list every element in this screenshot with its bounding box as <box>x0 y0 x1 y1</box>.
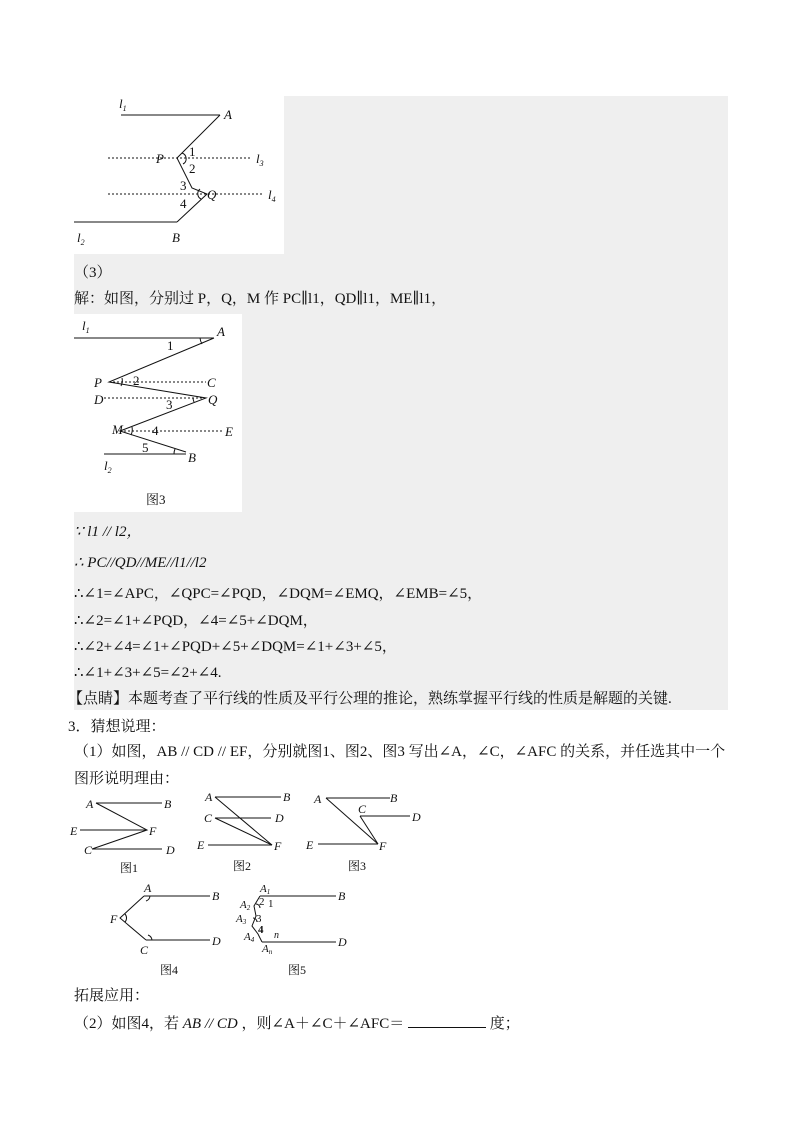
label-E: E <box>306 838 314 852</box>
extension-title: 拓展应用： <box>74 988 150 1004</box>
question-3-part2 <box>74 1013 520 1034</box>
step-6: ∴∠1+∠3+∠5=∠2+∠4. <box>74 665 222 681</box>
label-angle-1: 1 <box>189 144 196 159</box>
label-B: B <box>338 889 346 903</box>
label-D: D <box>275 811 284 825</box>
label-F: F <box>110 912 118 926</box>
label-l3: $l_3$ <box>256 151 264 168</box>
step-2: ∴ PC//QD//ME//l1//l2 <box>74 555 207 571</box>
label-B: B <box>390 791 398 805</box>
label-M: M <box>112 422 123 437</box>
label-A: A <box>224 107 232 122</box>
label-angle-1: 1 <box>167 338 174 353</box>
label-C: C <box>204 811 213 825</box>
label-angle-2: 2 <box>189 161 196 176</box>
label-l2: $l_2$ <box>77 230 85 247</box>
step-5: ∴∠2+∠4=∠1+∠PQD+∠5+∠DQM=∠1+∠3+∠5， <box>74 639 397 655</box>
label-angle-5: 5 <box>142 440 149 455</box>
label-angle-4: 4 <box>152 423 159 438</box>
label-C: C <box>358 802 367 816</box>
label-l1: $l_1$ <box>82 318 90 335</box>
label-B: B <box>172 230 180 245</box>
label-A1: A1 <box>260 883 271 896</box>
label-E: E <box>197 838 205 852</box>
figure-caption: 图2 <box>233 859 252 873</box>
label-B: B <box>212 889 220 903</box>
figure-caption: 图3 <box>146 492 166 507</box>
label-D: D <box>338 935 347 949</box>
label-F: F <box>379 839 387 853</box>
label-D: D <box>412 810 421 824</box>
step-1: ∵ l1 // l2， <box>74 524 142 540</box>
label-P: P <box>94 375 102 390</box>
part3-label: （3） <box>74 265 112 281</box>
label-A: A <box>314 792 322 806</box>
label-D: D <box>94 392 104 407</box>
solution-intro: 解：如图，分别过 P，Q，M 作 PC∥l1，QD∥l1，ME∥l1， <box>74 291 447 307</box>
label-angle-3: 3 <box>180 178 187 193</box>
figure-caption: 图1 <box>120 861 139 875</box>
comment-dianjing: 【点睛】本题考查了平行线的性质及平行公理的推论，熟练掌握平行线的性质是解题的关键. <box>68 691 672 707</box>
label-l2: $l_2$ <box>104 458 112 475</box>
question-3-part1-line1: （1）如图，AB // CD // EF，分别就图1、图2、图3 写出∠A，∠C，∠AFC 的关系，并任选其中一个 <box>74 744 726 760</box>
label-angle-2: 2 <box>133 373 140 388</box>
part2-expression: ，则∠A＋∠C＋∠AFC＝ <box>241 1016 405 1032</box>
figure-solution-3 <box>74 314 242 512</box>
part2-prefix: （2）如图4，若 <box>74 1016 180 1032</box>
label-B: B <box>188 450 196 465</box>
label-B: B <box>164 797 172 811</box>
figure-3-problem <box>302 788 422 878</box>
label-F: F <box>149 824 157 838</box>
figure-2 <box>195 788 300 878</box>
label-angle-3: 3 <box>256 913 262 925</box>
answer-blank[interactable] <box>408 1013 486 1028</box>
label-E: E <box>225 424 233 439</box>
question-3-title: 3．猜想说理： <box>68 719 166 735</box>
label-A: A <box>86 797 94 811</box>
label-angle-4: 4 <box>258 924 264 936</box>
label-A: A <box>144 881 152 895</box>
label-A: A <box>205 790 213 804</box>
label-Q: Q <box>208 392 218 407</box>
label-C: C <box>84 843 93 857</box>
label-l4: $l_4$ <box>268 187 276 204</box>
label-angle-1: 1 <box>268 898 274 910</box>
step-3: ∴∠1=∠APC，∠QPC=∠PQD，∠DQM=∠EMQ，∠EMB=∠5， <box>74 586 483 602</box>
figure-4 <box>106 882 230 978</box>
question-3-part1-line2: 图形说明理由： <box>74 771 180 787</box>
label-D: D <box>166 843 175 857</box>
label-angle-2: 2 <box>259 896 265 908</box>
label-angle-4: 4 <box>180 196 187 211</box>
label-l1: $l_1$ <box>119 96 127 113</box>
label-A2: A2 <box>240 899 251 912</box>
figure-caption: 图4 <box>160 963 179 977</box>
label-angle-3: 3 <box>166 397 173 412</box>
label-A3: A3 <box>236 913 247 926</box>
label-D: D <box>212 934 221 948</box>
part2-condition: AB // CD <box>182 1016 238 1032</box>
label-A4: A4 <box>244 931 255 944</box>
label-B: B <box>283 790 291 804</box>
label-angle-n: n <box>274 930 279 941</box>
label-A: A <box>217 324 225 339</box>
figure-top-parallel-lines <box>74 96 284 254</box>
figure-1 <box>70 788 182 878</box>
label-An: An <box>262 943 273 956</box>
part2-suffix: 度； <box>489 1016 520 1032</box>
figure-caption: 图3 <box>348 859 367 873</box>
figure-5 <box>232 878 350 978</box>
label-C: C <box>207 375 216 390</box>
label-Q: Q <box>207 187 217 202</box>
label-F: F <box>274 839 282 853</box>
label-P: P <box>156 151 164 166</box>
step-4: ∴∠2=∠1+∠PQD，∠4=∠5+∠DQM， <box>74 613 318 629</box>
figure-caption: 图5 <box>288 963 307 977</box>
label-E: E <box>70 824 78 838</box>
label-C: C <box>140 943 149 957</box>
